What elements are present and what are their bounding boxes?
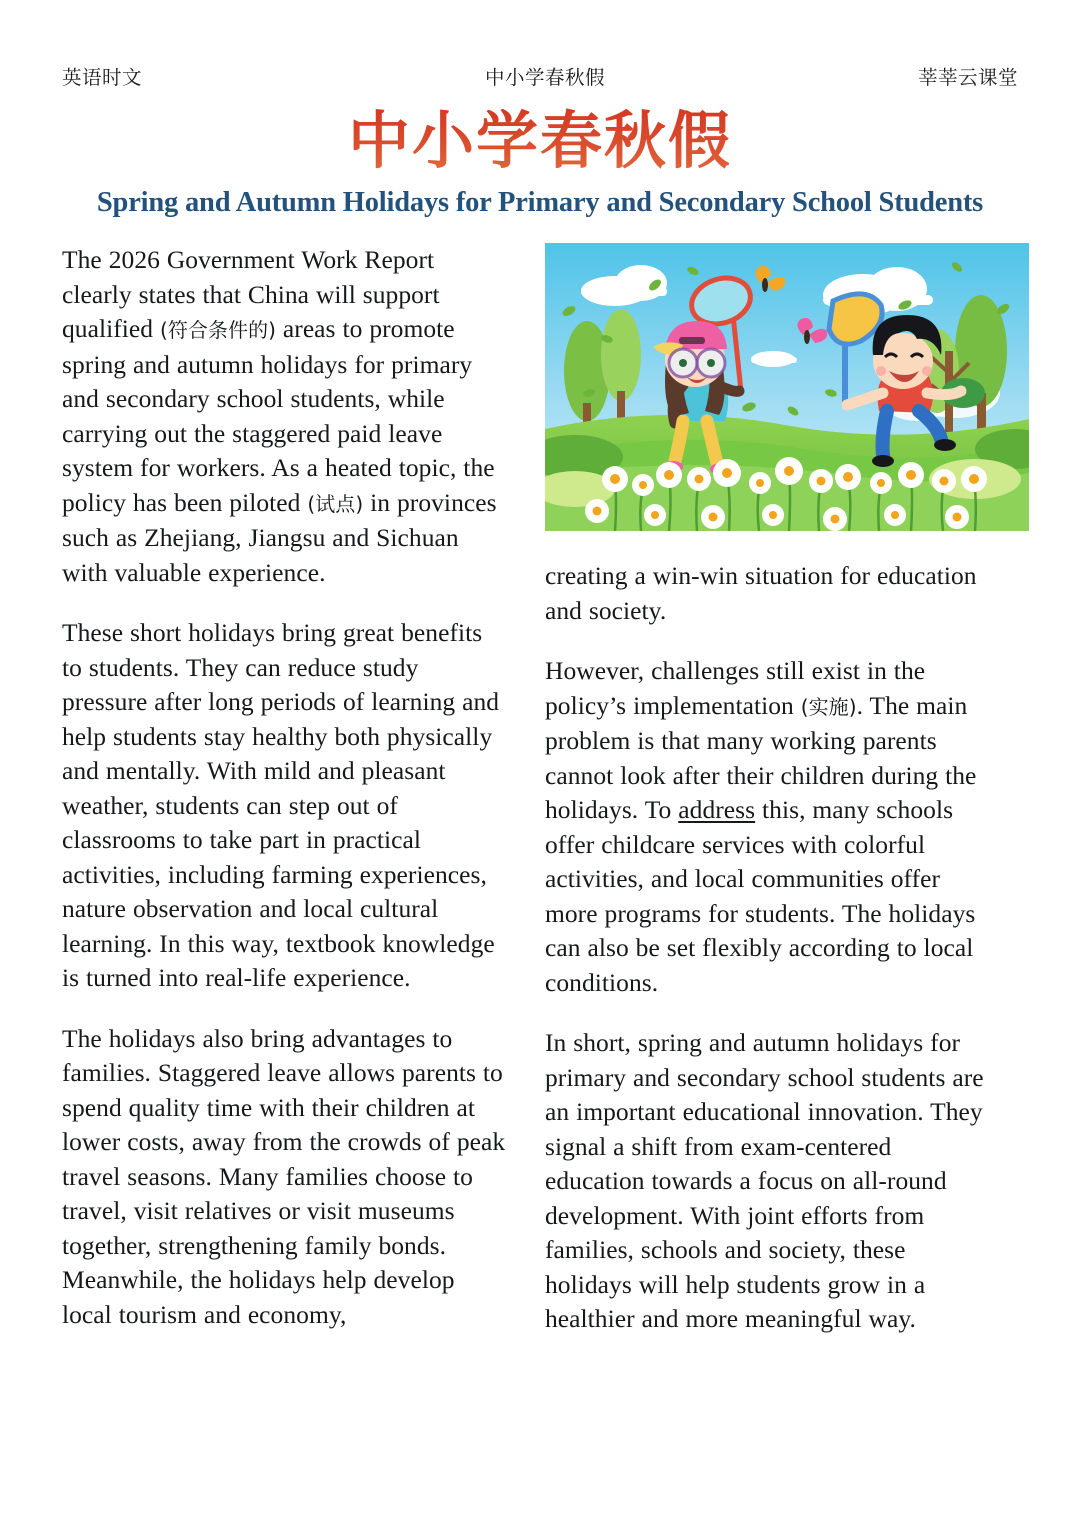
article-illustration — [545, 243, 1029, 531]
p1-gloss-piloted: (试点) — [307, 491, 364, 516]
article-body — [62, 243, 1018, 1337]
p5-gloss-implementation: (实施) — [800, 694, 857, 719]
running-header — [62, 0, 1018, 90]
header-left-label: 英语时文 — [62, 66, 143, 89]
page-subtitle: Spring and Autumn Holidays for Primary and Secondary School Students — [96, 187, 984, 219]
page-title: 中小学春秋假 — [62, 108, 1018, 173]
p5-text-c: this, many schools offer childcare services with colorful activities, and local communities offer more programs for students. The holidays can also be set flexibly according to local conditions. — [545, 795, 976, 997]
p5-text-b: . The main problem is that many working parents cannot look after their children during the holidays. To — [545, 690, 977, 825]
p1-text-b: areas to promote spring and autumn holidays for primary and secondary school students, while carrying out the staggered paid leave system for workers. As a heated topic, the policy has been piloted — [62, 314, 495, 517]
paragraph-6: In short, spring and autumn holidays for primary and secondary school students are an important educational innovation. They signal a shift from exam-centered education towards a focus on all-round development. With joint efforts from families, schools and society, these holidays will help students grow in a healthier and more meaningful way. — [545, 1028, 984, 1334]
paragraph-5 — [545, 654, 992, 1000]
paragraph-2: These short holidays bring great benefits to students. They can reduce study pressure after long periods of learning and help students stay healthy both physically and mentally. With mild and pleasant weather, students can step out of classrooms to take part in practical activities, including farming experiences, nature observation and local cultural learning. In this way, textbook knowledge is turned into real-life experience. — [62, 618, 500, 993]
paragraph-3: The holidays also bring advantages to families. Staggered leave allows parents to spend quality time with their children at lower costs, away from the crowds of peak travel seasons. Many families choose to travel, visit relatives or visit museums together, strengthening family bonds. Meanwhile, the holidays help develop local tourism and economy, — [62, 1023, 506, 1329]
illustration-svg — [545, 243, 1029, 531]
p1-text-c: in provinces such as Zhejiang, Jiangsu and Sichuan with valuable experience. — [62, 487, 497, 587]
header-right-label: 莘莘云课堂 — [917, 66, 1018, 89]
p1-gloss-qualified: (符合条件的) — [160, 318, 276, 343]
p1-text-a: The 2026 Government Work Report clearly states that China will support qualified — [62, 245, 440, 344]
p5-text-a: However, challenges still exist in the policy’s implementation — [545, 656, 926, 720]
header-center-label: 中小学春秋假 — [484, 66, 605, 89]
paragraph-1 — [62, 243, 509, 590]
left-column — [62, 243, 509, 1337]
paragraph-4: creating a win-win situation for education and society. — [545, 561, 977, 625]
p5-keyword-address: address — [678, 795, 756, 825]
